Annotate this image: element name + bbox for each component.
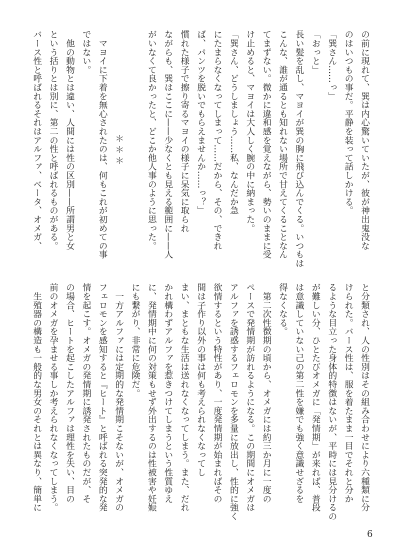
text-line: の場合、ヒートを起こしたアルファは理性を失い、目の <box>63 283 74 503</box>
text-line: 生殖器の構造も一般的な男女のそれとは異なり、簡単に <box>31 283 42 512</box>
text-line: ではない。 <box>80 30 91 74</box>
text-line: ペースで発情期が訪れるようになる。この期間にオメガは <box>244 283 255 512</box>
text-line: 前のオメガを孕ませる事しか考えられなくなってしまう。 <box>47 283 58 512</box>
text-line: マヨイに下着を無心されたのは、何もこれが初めての事 <box>96 30 107 259</box>
text-line: と分類され、人の性別はその組み合わせにより六種類に分 <box>359 283 369 512</box>
text-line: 他の動物とは違い、人間には性の区別——所謂男と女 <box>63 30 74 250</box>
text-line: に、発情期中に何の対策もせず外出するのは性被害や妊娠 <box>145 283 156 512</box>
dialogue-line: にたまらなくなってしまって……だから、その、できれ <box>211 30 222 250</box>
lower-text-tier <box>28 283 372 523</box>
blank-line <box>126 30 142 270</box>
text-line: が難しい分、ひとたびオメガに「発情期」が来れば、普段 <box>309 283 320 512</box>
text-line: は意識していない己の第二性を嫌でも強く意識せざるを <box>293 283 304 503</box>
text-line: バース性と呼ばれるそれはアルファ、ベータ、オメガ、 <box>31 30 42 250</box>
text-line: 慣れた様子で擦り寄るマヨイの様子に呆気に取られ <box>178 30 189 233</box>
text-line: のはいつもの事だ。平静を装って話しかける。 <box>342 30 353 215</box>
text-line: るような目立った身体的特徴はないが、平時には見分けるの <box>326 283 337 521</box>
dialogue-line: ば、パンツを脱いでもらえませんか……っ？」 <box>195 30 206 215</box>
text-line: 情を起こす。オメガの発情期に誘発されたものだが、そ <box>80 283 91 503</box>
text-line: アルファを誘惑するフェロモンを多量に放出し、性的に強く <box>227 283 238 521</box>
text-line: こんな、誰が通るとも知れない場所で甘えてくることなん <box>277 30 288 259</box>
text-line: フェロモンを感知すると『ヒート』と呼ばれる突発的な発 <box>96 283 107 512</box>
text-line: 欲情するという特性があり、一度発情期が始まればその <box>211 283 222 503</box>
text-line: 得なくなる。 <box>277 283 288 336</box>
text-line: てまずない。微かに違和感を覚えながら、勢いのままに受 <box>260 30 271 259</box>
text-line: 第二次性徴期の頃から、オメガには約三か月に一度の <box>260 283 271 503</box>
text-line: の前に現れて、巽は内心驚いていたが、彼が神出鬼没な <box>359 30 369 250</box>
text-line: 間は子作り以外の事は何も考えられなくなってし <box>195 283 206 477</box>
text-line: ながらも、巽はここに——少なくとも見える範囲に——人 <box>162 30 173 259</box>
text-line: という括りとは別に、第二の性と呼ばれるものがある。 <box>47 30 58 250</box>
text-line: 長い髪を乱し、マヨイが巽の胸に飛び込んでくる。いつもは <box>293 30 304 268</box>
dialogue-line: 「おっと」 <box>309 30 320 74</box>
upper-text-tier <box>28 30 372 270</box>
text-line: かれ構わずアルファを惹きつけてしまうという性質ゆえ <box>162 283 173 503</box>
text-line: がいなくて良かったと、どこか他人事のように思った。 <box>145 30 156 250</box>
dialogue-line: 「巽さん……っ」 <box>326 30 337 101</box>
text-line: けられた。バース性は、服を着たまま一目でそれと分か <box>342 283 353 503</box>
text-line: にも繋がり、非常に危険だ。 <box>129 283 140 398</box>
text-line: まい、まともな生活は送れなくなってしまう。また、だれ <box>178 283 189 512</box>
scene-break: ＊＊＊ <box>113 133 124 167</box>
page-number: 6 <box>367 530 373 540</box>
dialogue-line: 「巽さん、どうしましょう……私、なんだか急 <box>227 30 238 215</box>
text-line: 一方アルファには定期的な発情期こそないが、オメガの <box>113 283 124 512</box>
text-line: け止めると、マヨイは大人しく腕の中に納まった。 <box>244 30 255 233</box>
